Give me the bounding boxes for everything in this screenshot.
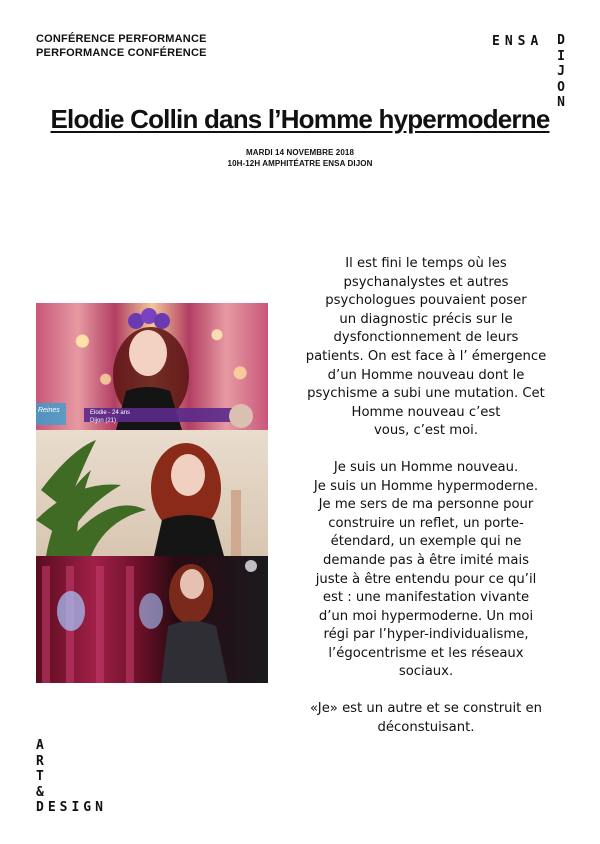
page-title: Elodie Collin dans l’Homme hypermoderne [50, 104, 550, 134]
header-line-2: PERFORMANCE CONFÉRENCE [36, 47, 207, 59]
ensa-logo-text: ENSA [492, 34, 544, 49]
tv-logo-text: Reines [38, 407, 60, 414]
header-line-1: CONFÉRENCE PERFORMANCE [36, 33, 207, 45]
text-line: psychisme a subi une mutation. Cet [307, 386, 545, 402]
design-word: DESIGN [36, 800, 107, 815]
text-line: dysfonctionnement de leurs [333, 330, 519, 346]
text-line: Il est fini le temps où les [345, 256, 507, 271]
dijon-letter: J [557, 64, 565, 79]
text-line: sociaux. [398, 664, 454, 680]
text-line: régi par l’hyper-individualisme, [323, 627, 529, 643]
dijon-letter: I [557, 48, 565, 64]
text-line: patients. On est face à l’ émergence [305, 348, 547, 364]
dijon-letter: N [557, 95, 565, 110]
text-line: Je suis un Homme nouveau. [333, 459, 519, 475]
tv-overlay-city: Dijon (21) [90, 418, 117, 424]
paragraph-1 [285, 255, 567, 441]
art-design-logo [36, 738, 107, 816]
tv-overlay-name: Elodie - 24 ans [90, 410, 131, 416]
text-line: Je me sers de ma personne pour [318, 497, 534, 513]
dijon-vertical-text [554, 33, 568, 111]
event-date: MARDI 14 NOVEMBRE 2018 [245, 148, 354, 157]
text-line: construire un reflet, un porte- [328, 515, 524, 531]
text-line: étendard, un exemple qui ne [330, 534, 522, 550]
text-line: l’égocentrisme et les réseaux [328, 645, 524, 661]
event-time-place: 10H-12H AMPHITÉATRE ENSA DIJON [227, 159, 373, 168]
art-letter: T [36, 769, 48, 784]
art-letter: A [36, 738, 48, 753]
text-line: Homme nouveau c’est [351, 404, 501, 420]
text-line: juste à être entendu pour ce qu’il [315, 571, 537, 587]
paragraph-2 [285, 459, 567, 682]
text-line: un diagnostic précis sur le [339, 311, 513, 327]
art-letter: & [36, 784, 48, 800]
photo-portrait-plant [36, 430, 268, 556]
art-letter: R [36, 753, 48, 769]
text-line: vous, c’est moi. [373, 423, 479, 439]
photo-tv-show [36, 303, 268, 430]
text-line: psychanalystes et autres [343, 274, 509, 290]
text-line: demande pas à être imité mais [322, 552, 530, 568]
paragraph-3 [285, 700, 567, 737]
photo-tv-show-art [36, 303, 268, 430]
text-line: psychologues pouvaient poser [325, 293, 527, 309]
text-line: est : une manifestation vivante [322, 590, 530, 606]
text-line: Je suis un Homme hypermoderne. [313, 478, 539, 494]
text-line: déconstuisant. [377, 719, 475, 735]
text-line: d’un moi hypermoderne. Un moi [318, 608, 534, 624]
dijon-letter: D [557, 33, 565, 48]
text-line: «Je» est un autre et se construit en [309, 701, 543, 717]
body-text [285, 255, 567, 755]
photo-portrait-plant-art [36, 430, 268, 556]
photo-stage [36, 556, 268, 683]
dijon-letter: O [557, 79, 565, 95]
photo-stage-art [36, 556, 268, 683]
text-line: d’un Homme nouveau dont le [327, 367, 525, 383]
